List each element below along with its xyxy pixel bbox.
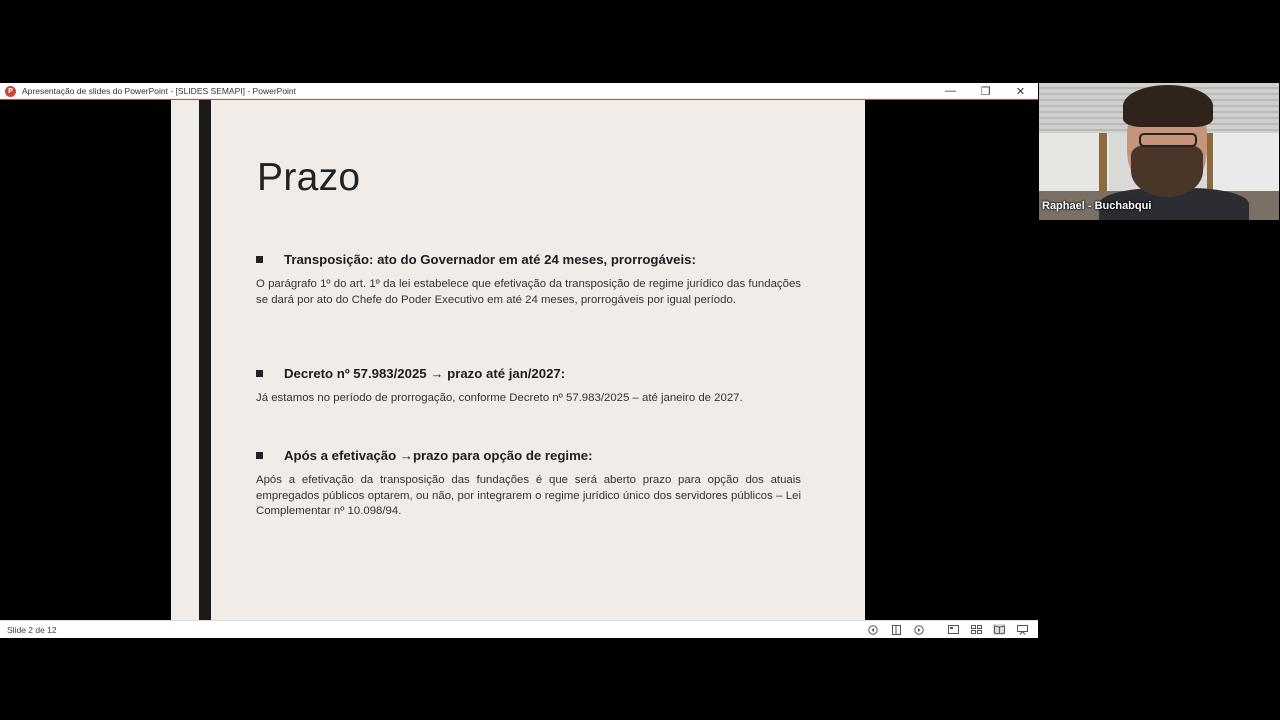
square-bullet-icon xyxy=(256,370,263,377)
powerpoint-app-icon: P xyxy=(5,86,16,97)
section-heading xyxy=(256,366,801,381)
square-bullet-icon xyxy=(256,256,263,263)
window-title: Apresentação de slides do PowerPoint - [SLIDES SEMAPI] - PowerPoint xyxy=(22,86,297,96)
next-icon[interactable] xyxy=(913,624,925,635)
slideshow-icon[interactable] xyxy=(1016,624,1028,635)
window-frame xyxy=(1099,133,1107,195)
participant-beard xyxy=(1131,145,1203,197)
close-button[interactable]: ✕ xyxy=(1015,85,1026,98)
section-body: O parágrafo 1º do art. 1º da lei estabelece que efetivação da transposição de regime jurídico das fundações se dará por ato do Chefe do Poder Executivo em até 24 meses, prorrogáveis por igual período. xyxy=(256,278,801,306)
status-bar xyxy=(0,620,1038,638)
section-body: Já estamos no período de prorrogação, conforme Decreto nº 57.983/2025 – até janeiro de 2027. xyxy=(256,392,743,404)
powerpoint-window xyxy=(0,83,1038,637)
window-controls xyxy=(933,83,1038,99)
restore-button[interactable]: ❐ xyxy=(980,85,991,98)
slide-area xyxy=(0,100,1038,620)
notes-icon[interactable] xyxy=(890,624,902,635)
section-body: Após a efetivação da transposição das fundações é que será aberto prazo para opção dos atuais empregados públicos optarem, ou não, por integrarem o regime jurídico único dos servidores públicos – Lei Complementar nº 10.098/94. xyxy=(256,474,801,517)
webcam-tile xyxy=(1039,83,1279,220)
slide-accent-bar xyxy=(199,100,211,620)
background-window xyxy=(1209,133,1279,193)
slide-section-transposicao xyxy=(256,252,801,308)
previous-icon[interactable] xyxy=(867,624,879,635)
section-heading xyxy=(256,252,801,267)
window-frame xyxy=(1207,133,1213,195)
reading-view-icon[interactable] xyxy=(993,624,1005,635)
slide-section-opcao-regime xyxy=(256,448,801,520)
slide-section-decreto xyxy=(256,366,801,407)
slide-title: Prazo xyxy=(257,156,361,199)
section-heading-text: Decreto nº 57.983/2025 → prazo até jan/2027: xyxy=(284,366,566,381)
section-heading-text: Após a efetivação →prazo para opção de regime: xyxy=(284,448,593,463)
participant-name: Raphael - Buchabqui xyxy=(1042,200,1152,212)
slide-counter: Slide 2 de 12 xyxy=(7,624,57,635)
section-heading xyxy=(256,448,801,463)
participant-hair xyxy=(1123,85,1213,127)
title-bar xyxy=(0,83,1038,100)
participant-glasses xyxy=(1139,133,1197,147)
slide[interactable] xyxy=(171,100,865,620)
square-bullet-icon xyxy=(256,452,263,459)
minimize-button[interactable]: — xyxy=(945,85,956,97)
slide-sorter-icon[interactable] xyxy=(970,624,982,635)
normal-view-icon[interactable] xyxy=(947,624,959,635)
section-heading-text: Transposição: ato do Governador em até 24 meses, prorrogáveis: xyxy=(284,252,696,267)
status-icons xyxy=(856,621,1028,638)
